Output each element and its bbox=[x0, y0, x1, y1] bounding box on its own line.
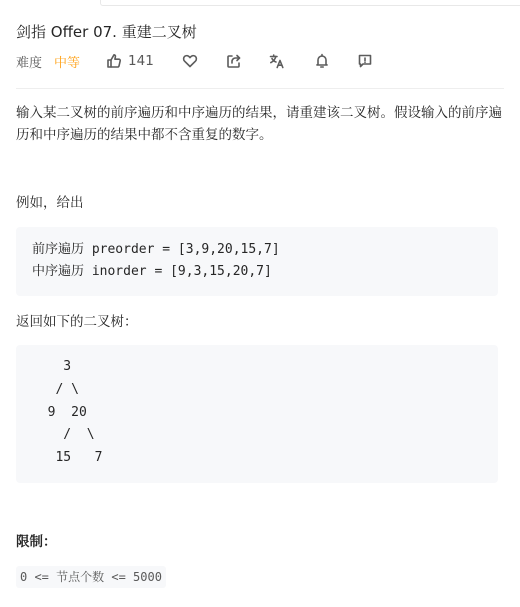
problem-description: 输入某二叉树的前序遍历和中序遍历的结果，请重建该二叉树。假设输入的前序遍历和中序遍历的结果中都不含重复的数字。 bbox=[16, 105, 502, 143]
top-panel-edge bbox=[100, 0, 520, 6]
bell-icon bbox=[314, 53, 330, 69]
tree-line: / \ bbox=[32, 381, 79, 397]
limit-label: 限制： bbox=[16, 534, 57, 550]
tree-line: 9 20 bbox=[32, 404, 87, 420]
difficulty-label: 难度 bbox=[16, 55, 43, 71]
feedback-icon bbox=[357, 53, 373, 69]
thumbs-up-icon bbox=[106, 53, 122, 69]
tree-line: 3 bbox=[32, 359, 72, 374]
like-button[interactable] bbox=[106, 49, 154, 73]
example-label: 例如，给出 bbox=[16, 195, 84, 211]
problem-meta-bar bbox=[16, 49, 506, 73]
tree-code-block bbox=[16, 345, 498, 483]
code-line-preorder: 前序遍历 preorder = [3,9,20,15,7] bbox=[32, 242, 280, 257]
translate-button[interactable] bbox=[269, 49, 285, 73]
translate-icon bbox=[269, 53, 285, 69]
like-count: 141 bbox=[128, 53, 154, 69]
code-line-inorder: 中序遍历 inorder = [9,3,15,20,7] bbox=[32, 264, 272, 279]
share-icon bbox=[226, 53, 242, 69]
heart-icon bbox=[182, 53, 198, 69]
feedback-button[interactable] bbox=[357, 49, 373, 73]
subscribe-button[interactable] bbox=[314, 49, 330, 73]
problem-title: 剑指 Offer 07. 重建二叉树 bbox=[16, 23, 197, 41]
limit-constraint: 0 <= 节点个数 <= 5000 bbox=[16, 566, 166, 588]
tree-label: 返回如下的二叉树： bbox=[16, 314, 138, 330]
share-button[interactable] bbox=[226, 49, 242, 73]
example-code-block bbox=[16, 227, 498, 296]
header-divider bbox=[16, 88, 504, 89]
difficulty-value: 中等 bbox=[54, 55, 81, 71]
tree-line: 15 7 bbox=[32, 450, 103, 466]
favorite-button[interactable] bbox=[182, 49, 198, 73]
tree-line: / \ bbox=[32, 427, 95, 443]
